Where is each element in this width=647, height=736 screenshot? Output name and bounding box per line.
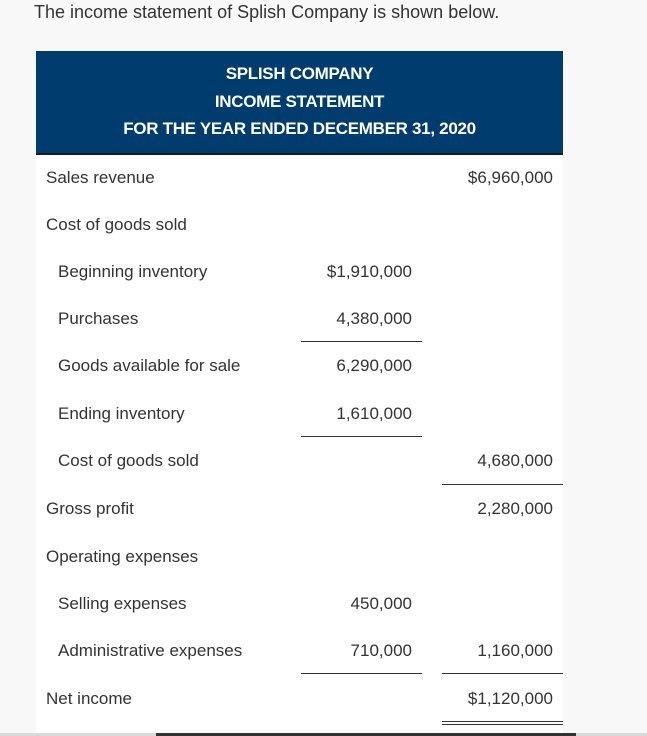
row-gross-profit — [36, 499, 563, 523]
row-beginning-inventory — [36, 262, 563, 286]
statement-header — [36, 51, 563, 153]
company-name: SPLISH COMPANY — [225, 64, 374, 83]
row-label: Cost of goods sold — [46, 215, 187, 234]
row-label: Selling expenses — [58, 594, 187, 613]
row-opex-heading — [36, 547, 563, 571]
row-total-value: $6,960,000 — [467, 168, 553, 187]
row-cogs-heading — [36, 215, 563, 239]
row-label: Gross profit — [46, 499, 134, 518]
row-total-value: 1,160,000 — [477, 641, 553, 660]
total-underline — [442, 484, 563, 485]
subtotal-underline — [301, 436, 422, 437]
row-label: Administrative expenses — [58, 641, 243, 660]
row-cogs-total — [36, 451, 563, 475]
row-label: Goods available for sale — [58, 356, 241, 375]
row-label: Cost of goods sold — [58, 451, 199, 470]
row-sales-revenue — [36, 168, 563, 192]
row-label: Sales revenue — [46, 168, 155, 187]
row-goods-available — [36, 356, 563, 380]
intro-text: The income statement of Splish Company is shown below. — [34, 2, 500, 22]
total-underline — [442, 673, 563, 674]
income-statement-table — [36, 51, 563, 736]
row-selling-expenses — [36, 594, 563, 618]
row-detail-value: $1,910,000 — [326, 262, 412, 281]
row-detail-value: 4,380,000 — [336, 309, 412, 328]
row-label: Operating expenses — [46, 547, 199, 566]
double-underline-top — [442, 721, 563, 722]
row-administrative-expenses — [36, 641, 563, 665]
row-label: Net income — [46, 689, 132, 708]
row-net-income — [36, 689, 563, 713]
row-ending-inventory — [36, 404, 563, 428]
row-purchases — [36, 309, 563, 333]
row-label: Ending inventory — [58, 404, 185, 423]
header-divider — [36, 153, 563, 155]
row-label: Purchases — [58, 309, 139, 328]
row-label: Beginning inventory — [58, 262, 208, 281]
row-total-value: $1,120,000 — [467, 689, 553, 708]
double-underline-bottom — [442, 724, 563, 725]
subtotal-underline — [301, 673, 422, 674]
row-total-value: 4,680,000 — [477, 451, 553, 470]
row-detail-value: 450,000 — [350, 594, 412, 613]
row-total-value: 2,280,000 — [477, 499, 553, 518]
row-detail-value: 710,000 — [350, 641, 412, 660]
subtotal-underline — [301, 341, 422, 342]
row-detail-value: 1,610,000 — [336, 404, 412, 423]
row-detail-value: 6,290,000 — [336, 356, 412, 375]
statement-title: INCOME STATEMENT — [214, 92, 385, 111]
statement-period: FOR THE YEAR ENDED DECEMBER 31, 2020 — [123, 119, 476, 138]
